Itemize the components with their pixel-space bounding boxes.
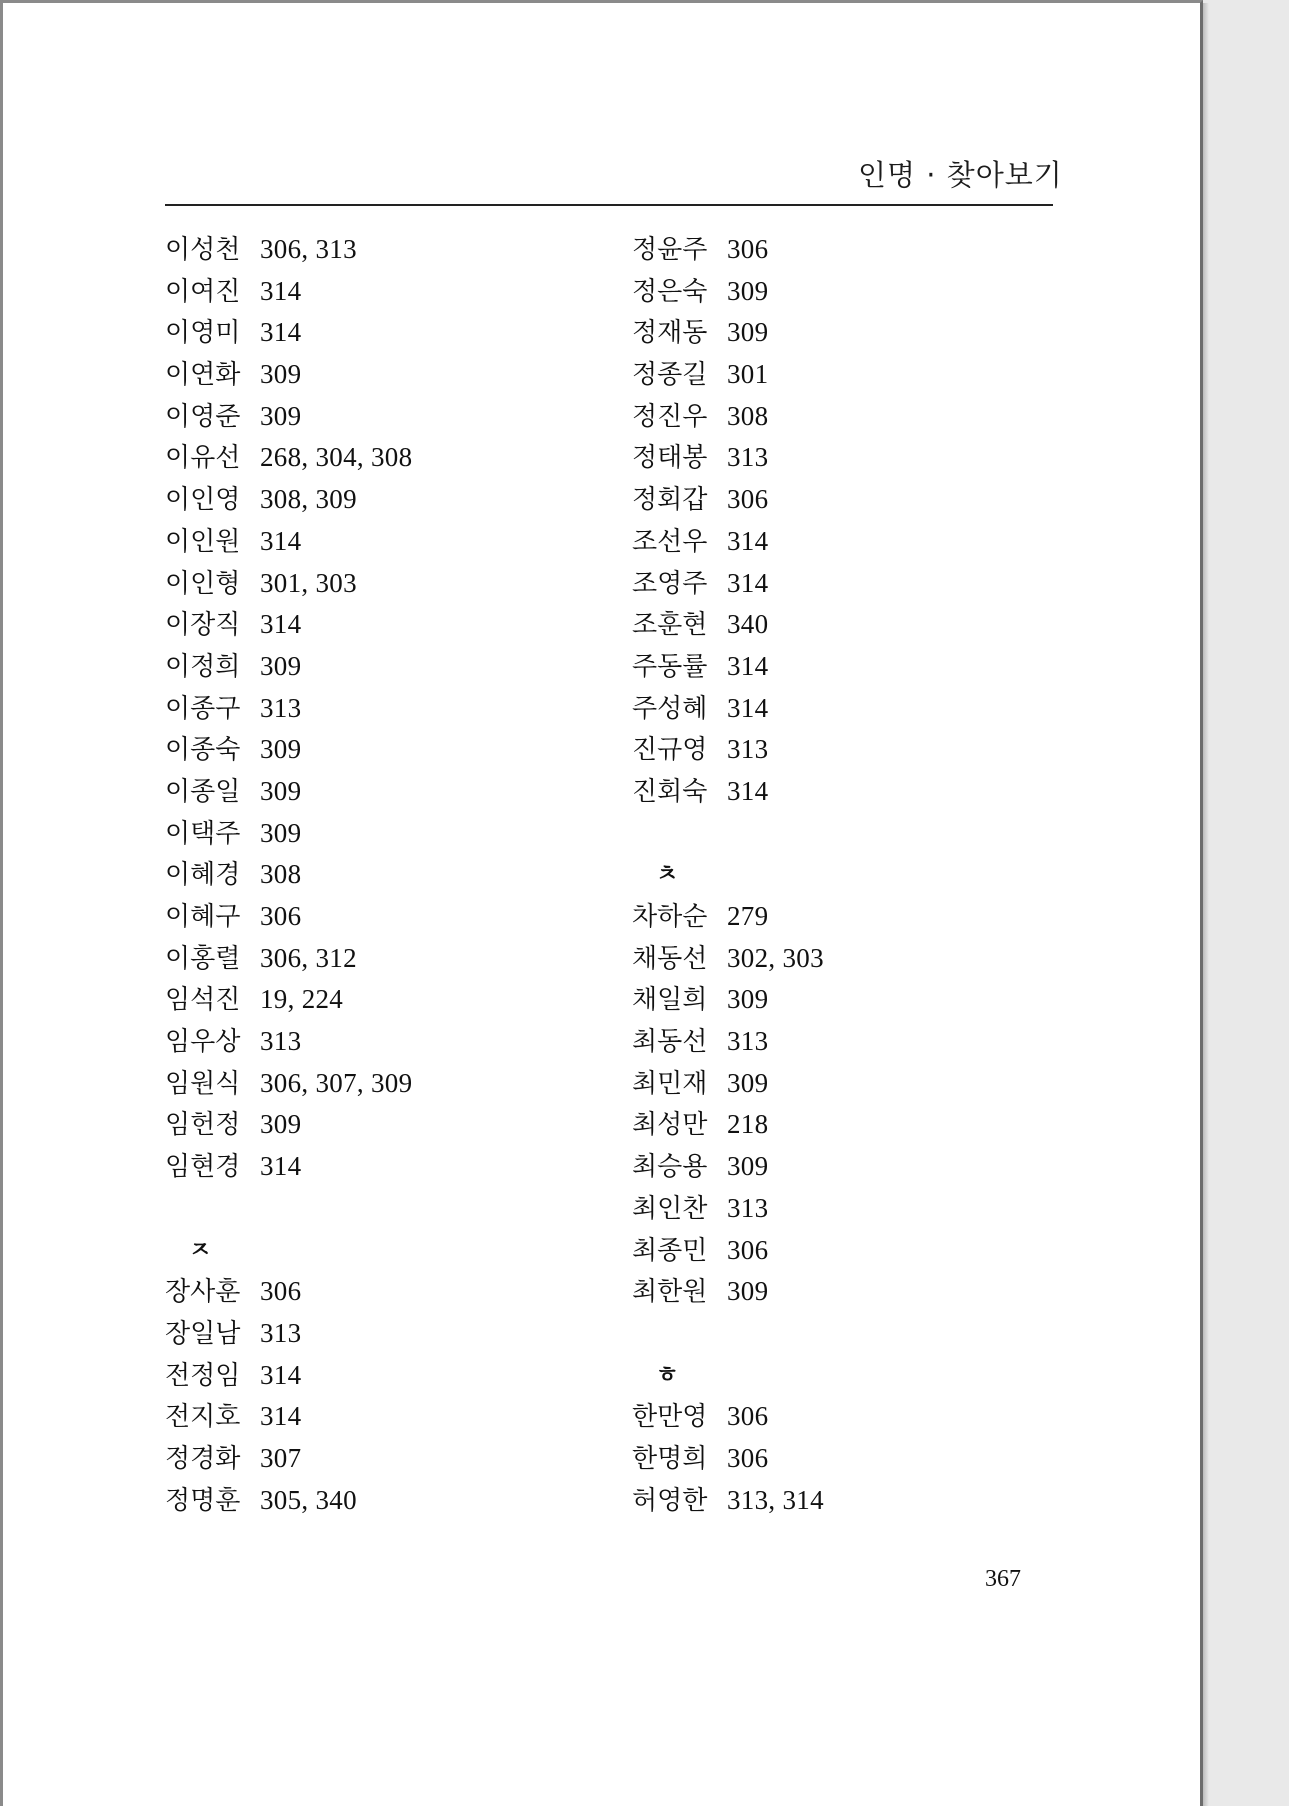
index-entry — [632, 395, 1082, 437]
entry-pages: 314 — [727, 692, 769, 723]
entry-pages: 314 — [260, 1151, 302, 1182]
entry-pages: 313 — [727, 1192, 769, 1223]
header-rule — [165, 204, 1053, 206]
entry-name: 이택주 — [165, 818, 241, 849]
entry-pages: 308 — [727, 400, 769, 431]
index-entry — [165, 1354, 615, 1396]
entry-pages: 306 — [260, 901, 302, 931]
index-entry — [632, 1229, 1082, 1271]
entry-name: 최동선 — [632, 1027, 708, 1058]
index-entry — [165, 1103, 615, 1145]
index-entry — [632, 603, 1082, 645]
entry-pages: 306 — [727, 234, 769, 264]
index-entry — [165, 812, 615, 854]
index-entry — [165, 228, 615, 270]
index-entry — [165, 895, 615, 937]
index-entry — [632, 1479, 1082, 1521]
entry-name: 이인원 — [165, 526, 241, 557]
index-entry — [165, 311, 615, 353]
index-entry — [165, 395, 615, 437]
entry-pages: 313 — [260, 692, 302, 723]
index-entry — [165, 1479, 615, 1521]
entry-name: 전지호 — [165, 1402, 241, 1433]
entry-pages: 313 — [727, 1026, 769, 1057]
section-heading-j: ㅈ — [189, 1236, 212, 1263]
index-entry — [165, 353, 615, 395]
left-block-1 — [165, 228, 615, 1187]
index-entry — [165, 728, 615, 770]
entry-name: 허영한 — [632, 1485, 708, 1516]
entry-name: 이종구 — [165, 693, 241, 724]
index-entry — [632, 728, 1082, 770]
entry-pages: 309 — [260, 1109, 302, 1140]
page-number: 367 — [985, 1566, 1021, 1592]
index-entry — [165, 937, 615, 979]
index-entry — [632, 978, 1082, 1020]
entry-name: 전정임 — [165, 1360, 241, 1391]
entry-name: 주동률 — [632, 651, 708, 682]
entry-pages: 301 — [727, 359, 769, 390]
entry-name: 채동선 — [632, 943, 708, 974]
section-heading-ch: ㅊ — [656, 861, 679, 888]
entry-pages: 309 — [260, 817, 302, 848]
entry-name: 이여진 — [165, 276, 241, 307]
section-gap — [632, 812, 1082, 854]
index-entry — [165, 1270, 615, 1312]
entry-name: 진규영 — [632, 735, 708, 766]
index-entry — [632, 520, 1082, 562]
entry-pages: 309 — [727, 1067, 769, 1098]
entry-name: 이연화 — [165, 360, 241, 391]
entry-pages: 19, 224 — [260, 984, 344, 1015]
entry-pages: 309 — [727, 984, 769, 1015]
index-entry — [165, 978, 615, 1020]
entry-name: 조훈현 — [632, 610, 708, 641]
left-block-2 — [165, 1270, 615, 1520]
entry-name: 정명훈 — [165, 1485, 241, 1516]
index-entry — [632, 228, 1082, 270]
index-entry — [165, 1437, 615, 1479]
entry-pages: 302, 303 — [727, 942, 824, 973]
entry-pages: 313 — [260, 1317, 302, 1348]
entry-pages: 314 — [260, 1359, 302, 1390]
entry-name: 임원식 — [165, 1068, 241, 1099]
entry-pages: 308 — [260, 859, 302, 890]
index-entry — [165, 687, 615, 729]
entry-pages: 306, 312 — [260, 942, 357, 973]
index-entry — [165, 562, 615, 604]
entry-pages: 314 — [727, 650, 769, 681]
entry-pages: 309 — [727, 1276, 769, 1307]
entry-pages: 306 — [727, 1442, 769, 1473]
index-entry — [632, 770, 1082, 812]
index-entry — [165, 1312, 615, 1354]
entry-name: 차하순 — [632, 902, 708, 932]
entry-name: 이혜구 — [165, 902, 241, 932]
index-entry — [165, 436, 615, 478]
entry-name: 이장직 — [165, 610, 241, 641]
index-entry — [632, 1062, 1082, 1104]
index-entry — [632, 562, 1082, 604]
entry-pages: 309 — [260, 734, 302, 765]
entry-name: 최종민 — [632, 1235, 708, 1266]
index-entry — [632, 478, 1082, 520]
index-entry — [632, 1020, 1082, 1062]
section-gap — [165, 1187, 615, 1229]
index-entry — [165, 520, 615, 562]
entry-pages: 314 — [727, 525, 769, 556]
right-block-2 — [632, 895, 1082, 1312]
entry-name: 임우상 — [165, 1027, 241, 1058]
index-entry — [632, 937, 1082, 979]
entry-pages: 305, 340 — [260, 1484, 357, 1515]
index-entry — [165, 1145, 615, 1187]
entry-name: 장일남 — [165, 1318, 241, 1349]
entry-pages: 340 — [727, 609, 769, 640]
index-entry — [632, 270, 1082, 312]
index-entry — [165, 645, 615, 687]
index-entry — [632, 645, 1082, 687]
entry-pages: 309 — [260, 775, 302, 806]
entry-name: 이영미 — [165, 318, 241, 349]
index-entry — [165, 853, 615, 895]
entry-pages: 309 — [260, 650, 302, 681]
entry-pages: 279 — [727, 901, 769, 931]
entry-name: 최민재 — [632, 1068, 708, 1099]
index-entry — [632, 1187, 1082, 1229]
entry-name: 정진우 — [632, 401, 708, 432]
index-entry — [165, 1395, 615, 1437]
entry-pages: 314 — [260, 1401, 302, 1432]
entry-name: 이혜경 — [165, 860, 241, 891]
index-entry — [632, 311, 1082, 353]
entry-pages: 313, 314 — [727, 1484, 824, 1515]
index-entry — [165, 1062, 615, 1104]
running-header: 인명 · 찾아보기 — [858, 158, 1063, 192]
right-block-3 — [632, 1395, 1082, 1520]
entry-name: 이정희 — [165, 651, 241, 682]
entry-pages: 306 — [727, 1234, 769, 1265]
entry-pages: 306 — [260, 1276, 302, 1307]
entry-name: 채일희 — [632, 985, 708, 1016]
entry-pages: 313 — [260, 1026, 302, 1057]
index-entry — [632, 1145, 1082, 1187]
entry-name: 한명희 — [632, 1443, 708, 1474]
index-column-right — [632, 228, 1082, 1520]
entry-name: 임현경 — [165, 1152, 241, 1183]
entry-name: 이인영 — [165, 485, 241, 516]
entry-name: 이영준 — [165, 401, 241, 432]
index-entry — [165, 770, 615, 812]
entry-name: 정윤주 — [632, 235, 708, 265]
entry-pages: 306, 307, 309 — [260, 1067, 413, 1098]
entry-pages: 309 — [260, 359, 302, 390]
entry-name: 정태봉 — [632, 443, 708, 474]
entry-name: 이종숙 — [165, 735, 241, 766]
section-gap — [632, 1312, 1082, 1354]
entry-pages: 314 — [260, 317, 302, 348]
entry-pages: 307 — [260, 1442, 302, 1473]
entry-name: 최성만 — [632, 1110, 708, 1141]
index-entry — [632, 436, 1082, 478]
right-block-1 — [632, 228, 1082, 812]
index-entry — [632, 1103, 1082, 1145]
entry-name: 임석진 — [165, 985, 241, 1016]
entry-name: 한만영 — [632, 1402, 708, 1433]
entry-name: 최승용 — [632, 1152, 708, 1183]
entry-pages: 309 — [727, 275, 769, 306]
index-entry — [632, 1270, 1082, 1312]
entry-pages: 306 — [727, 1401, 769, 1432]
entry-name: 장사훈 — [165, 1277, 241, 1308]
entry-pages: 309 — [727, 1151, 769, 1182]
entry-name: 이성천 — [165, 235, 241, 265]
index-entry — [632, 1437, 1082, 1479]
index-entry — [165, 478, 615, 520]
entry-name: 조선우 — [632, 526, 708, 557]
entry-pages: 268, 304, 308 — [260, 442, 413, 473]
index-entry — [632, 353, 1082, 395]
entry-pages: 313 — [727, 734, 769, 765]
entry-pages: 313 — [727, 442, 769, 473]
entry-pages: 306 — [727, 484, 769, 515]
entry-name: 진회숙 — [632, 776, 708, 807]
entry-pages: 314 — [727, 775, 769, 806]
entry-pages: 314 — [260, 275, 302, 306]
entry-name: 정재동 — [632, 318, 708, 349]
index-entry — [632, 1395, 1082, 1437]
index-entry — [632, 687, 1082, 729]
entry-name: 이유선 — [165, 443, 241, 474]
entry-pages: 301, 303 — [260, 567, 357, 598]
entry-name: 정은숙 — [632, 276, 708, 307]
entry-name: 정회갑 — [632, 485, 708, 516]
index-entry — [632, 895, 1082, 937]
entry-pages: 308, 309 — [260, 484, 357, 515]
entry-pages: 218 — [727, 1109, 769, 1140]
entry-name: 임헌정 — [165, 1110, 241, 1141]
entry-name: 정경화 — [165, 1443, 241, 1474]
entry-name: 조영주 — [632, 568, 708, 599]
entry-name: 이종일 — [165, 776, 241, 807]
entry-name: 최한원 — [632, 1277, 708, 1308]
entry-pages: 309 — [727, 317, 769, 348]
entry-name: 이인형 — [165, 568, 241, 599]
index-entry — [165, 1020, 615, 1062]
entry-pages: 309 — [260, 400, 302, 431]
entry-name: 최인찬 — [632, 1193, 708, 1224]
entry-pages: 314 — [260, 525, 302, 556]
index-entry — [165, 603, 615, 645]
entry-name: 주성혜 — [632, 693, 708, 724]
index-entry — [165, 270, 615, 312]
entry-pages: 314 — [260, 609, 302, 640]
section-heading-h: ㅎ — [656, 1361, 679, 1388]
entry-pages: 314 — [727, 567, 769, 598]
entry-name: 이홍렬 — [165, 943, 241, 974]
entry-pages: 306, 313 — [260, 234, 357, 264]
entry-name: 정종길 — [632, 360, 708, 391]
index-column-left — [165, 228, 615, 1520]
